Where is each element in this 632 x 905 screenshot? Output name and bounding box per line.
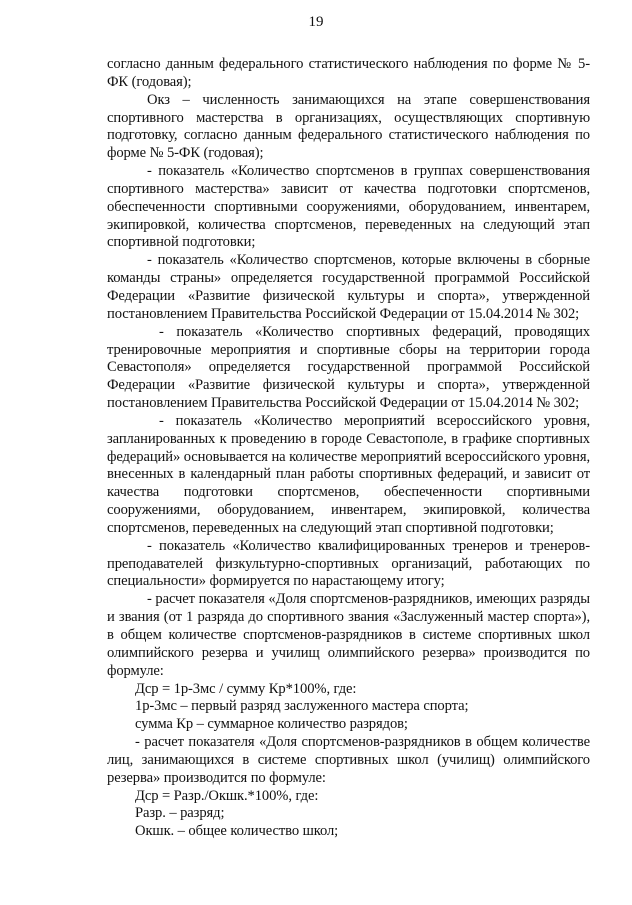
formula-razr-definition: Разр. – разряд; — [135, 805, 225, 822]
formula-okshk-definition: Окшк. – общее количество школ; — [135, 823, 339, 840]
formula-dsr-1: Дср = 1р-3мс / сумму Кр*100%, где: — [135, 680, 357, 697]
paragraph-athletes-improvement: - показатель «Количество спортсменов в группах совершенствования спортивного мастерства» зависит от качества подготовки спортсменов, обеспеченности спортивными сооружениями, оборудованием, инвентарем, экипировкой, количества спортсменов, переведенных на следующий этап спортивной подготовки; — [107, 163, 590, 251]
formula-dsr-2: Дср = Разр./Окшк.*100%, где: — [135, 787, 319, 804]
paragraph-national-events: - показатель «Количество мероприятий всероссийского уровня, запланированных к проведению в городе Севастополе, в графике спортивных федераций» основывается на количестве мероприятий всероссийского уровня, внесенных в календарный план работы спортивных федераций, и зависит от качества подготовки спортсменов, обеспеченности спортивными сооружениями, оборудованием, инвентарем, экипировкой, количества спортсменов, переведенных на следующий этап спортивной подготовки; — [107, 412, 590, 536]
formula-1r3ms-definition: 1р-3мс – первый разряд заслуженного мастера спорта; — [135, 698, 469, 715]
paragraph-okz-definition: Окз – численность занимающихся на этапе совершенствования спортивного мастерства в организациях, осуществляющих спортивную подготовку, согласно данным федерального статистического наблюдения по форме № 5-ФК (годовая); — [107, 91, 590, 162]
paragraph-share-ranked-in-schools: - расчет показателя «Доля спортсменов-разрядников в общем количестве лиц, занимающихся в системе спортивных школ (училищ) олимпийского резерва» производится по формуле: — [107, 734, 590, 786]
paragraph-sports-federations: - показатель «Количество спортивных федераций, проводящих тренировочные мероприятия и спортивные сборы на территории города Севастополя» определяется государственной программой Российской Федерации «Развитие физической культуры и спорта», утвержденной постановлением Правительства Российской Федерации от 15.04.2014 № 302; — [107, 323, 590, 412]
page-number: 19 — [308, 14, 324, 30]
paragraph-qualified-coaches: - показатель «Количество квалифицированных тренеров и тренеров-преподавателей физкультурно-спортивных организаций, работающих по специальности» формируется по нарастающему итогу; — [107, 537, 590, 590]
paragraph-continuation: согласно данным федерального статистического наблюдения по форме № 5-ФК (годовая); — [107, 56, 590, 90]
formula-sum-kr-definition: сумма Кр – суммарное количество разрядов; — [135, 716, 408, 733]
paragraph-share-ranked-athletes: - расчет показателя «Доля спортсменов-разрядников, имеющих разряды и звания (от 1 разряда до спортивного звания «Заслуженный мастер спорта»), в общем количестве спортсменов-разрядников в системе спортивных школ олимпийского резерва и училищ олимпийского резерва» производится по формуле: — [107, 591, 590, 679]
document-body — [107, 56, 590, 841]
paragraph-national-teams: - показатель «Количество спортсменов, которые включены в сборные команды страны» определяется государственной программой Российской Федерации «Развитие физической культуры и спорта», утвержденной постановлением Правительства Российской Федерации от 15.04.2014 № 302; — [107, 252, 590, 322]
